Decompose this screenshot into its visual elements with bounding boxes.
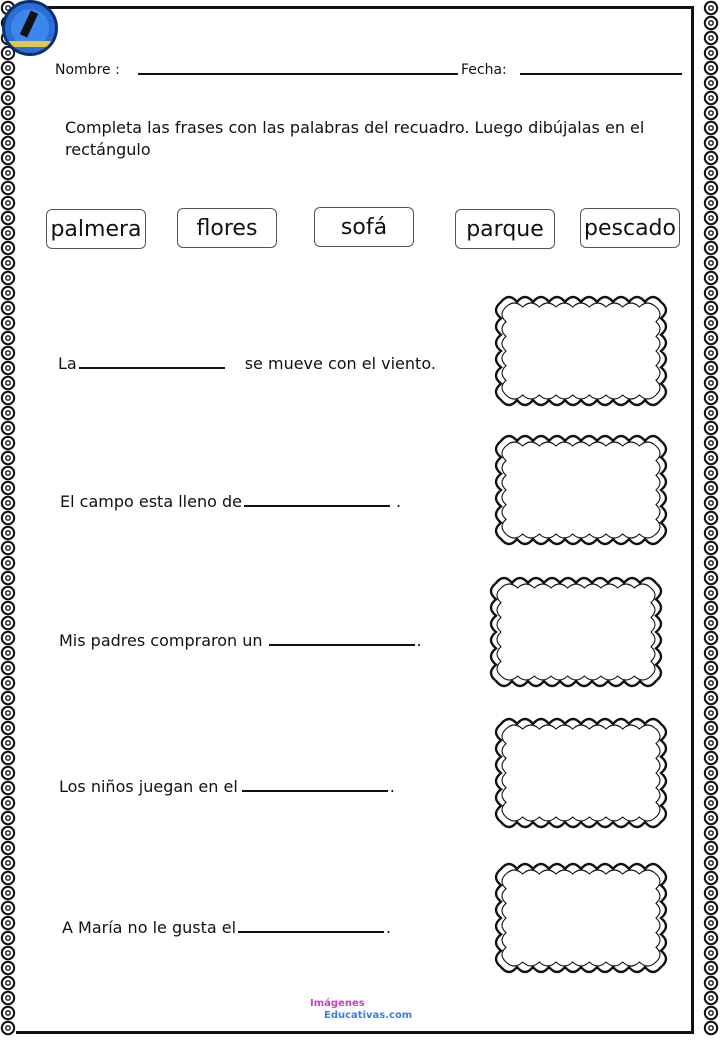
chain-link-icon <box>2 662 14 674</box>
chain-link-icon <box>2 152 14 164</box>
chain-link-icon <box>705 677 717 689</box>
brand-logo <box>2 0 58 56</box>
chain-link-icon <box>705 17 717 29</box>
chain-link-icon <box>2 902 14 914</box>
chain-link-icon <box>2 92 14 104</box>
chain-link-icon <box>705 437 717 449</box>
date-label: Fecha: <box>461 62 507 78</box>
left-chain-border <box>0 0 16 1040</box>
word-label: palmera <box>50 216 142 242</box>
chain-link-icon <box>705 257 717 269</box>
chain-link-icon <box>2 812 14 824</box>
answer-blank[interactable] <box>269 644 415 646</box>
chain-link-icon <box>705 857 717 869</box>
word-box-1 <box>46 209 146 249</box>
sentence-text-before: Mis padres compraron un <box>59 631 263 650</box>
sentence-text-after: . <box>386 918 392 937</box>
chain-link-icon <box>2 887 14 899</box>
chain-link-icon <box>2 467 14 479</box>
chain-link-icon <box>705 932 717 944</box>
chain-link-icon <box>705 737 717 749</box>
chain-link-icon <box>705 572 717 584</box>
chain-link-icon <box>705 527 717 539</box>
chain-link-icon <box>2 872 14 884</box>
chain-link-icon <box>2 212 14 224</box>
chain-link-icon <box>705 47 717 59</box>
chain-link-icon <box>705 347 717 359</box>
footer-logo <box>310 998 412 1022</box>
chain-link-icon <box>705 197 717 209</box>
chain-link-icon <box>2 77 14 89</box>
chain-link-icon <box>705 542 717 554</box>
chain-link-icon <box>2 842 14 854</box>
chain-link-icon <box>2 602 14 614</box>
chain-link-icon <box>705 227 717 239</box>
chain-link-icon <box>2 167 14 179</box>
chain-link-icon <box>2 572 14 584</box>
chain-link-icon <box>705 422 717 434</box>
drawing-frame-3[interactable] <box>486 574 666 690</box>
chain-link-icon <box>2 692 14 704</box>
chain-link-icon <box>705 497 717 509</box>
chain-link-icon <box>705 32 717 44</box>
chain-link-icon <box>705 152 717 164</box>
chain-link-icon <box>2 377 14 389</box>
chain-link-icon <box>705 332 717 344</box>
chain-link-icon <box>705 137 717 149</box>
chain-link-icon <box>2 287 14 299</box>
chain-link-icon <box>2 482 14 494</box>
chain-link-icon <box>705 812 717 824</box>
drawing-frame-5[interactable] <box>491 860 671 976</box>
drawing-frame-1[interactable] <box>491 293 671 409</box>
chain-link-icon <box>2 722 14 734</box>
chain-link-icon <box>2 737 14 749</box>
chain-link-icon <box>705 392 717 404</box>
chain-link-icon <box>705 122 717 134</box>
chain-link-icon <box>705 62 717 74</box>
instruction-text: Completa las frases con las palabras del recuadro. Luego dibújalas en el rectángulo <box>65 118 645 159</box>
chain-link-icon <box>2 557 14 569</box>
chain-link-icon <box>705 782 717 794</box>
sentence-text-before: La <box>58 354 77 373</box>
chain-link-icon <box>705 1007 717 1019</box>
chain-link-icon <box>2 182 14 194</box>
chain-link-icon <box>705 362 717 374</box>
chain-link-icon <box>2 962 14 974</box>
chain-link-icon <box>705 212 717 224</box>
chain-link-icon <box>2 677 14 689</box>
chain-link-icon <box>2 632 14 644</box>
chain-link-icon <box>2 617 14 629</box>
answer-blank[interactable] <box>244 505 390 507</box>
chain-link-icon <box>705 707 717 719</box>
chain-link-icon <box>2 422 14 434</box>
sentence-3 <box>59 631 422 650</box>
chain-link-icon <box>705 602 717 614</box>
chain-link-icon <box>705 767 717 779</box>
chain-link-icon <box>2 797 14 809</box>
chain-link-icon <box>2 257 14 269</box>
sentence-text-before: Los niños juegan en el <box>59 777 238 796</box>
chain-link-icon <box>705 167 717 179</box>
sentence-text-before: El campo esta lleno de <box>60 492 242 511</box>
chain-link-icon <box>705 722 717 734</box>
chain-link-icon <box>2 767 14 779</box>
sentence-1 <box>58 354 436 373</box>
date-field[interactable] <box>520 73 682 75</box>
chain-link-icon <box>705 662 717 674</box>
chain-link-icon <box>2 227 14 239</box>
chain-link-icon <box>2 137 14 149</box>
word-box-2 <box>177 208 277 248</box>
chain-link-icon <box>705 977 717 989</box>
drawing-frame-2[interactable] <box>491 432 671 548</box>
sentence-2 <box>60 492 401 511</box>
chain-link-icon <box>2 782 14 794</box>
chain-link-icon <box>705 632 717 644</box>
chain-link-icon <box>705 77 717 89</box>
chain-link-icon <box>2 107 14 119</box>
word-label: sofá <box>340 214 388 240</box>
footer-line-2: Educativas.com <box>324 1010 413 1021</box>
chain-link-icon <box>705 992 717 1004</box>
answer-blank[interactable] <box>238 931 384 933</box>
chain-link-icon <box>2 62 14 74</box>
chain-link-icon <box>2 827 14 839</box>
chain-link-icon <box>2 752 14 764</box>
chain-link-icon <box>705 902 717 914</box>
chain-link-icon <box>2 977 14 989</box>
chain-link-icon <box>2 527 14 539</box>
chain-link-icon <box>2 362 14 374</box>
chain-link-icon <box>705 272 717 284</box>
chain-link-icon <box>2 452 14 464</box>
chain-link-icon <box>705 752 717 764</box>
chain-link-icon <box>705 827 717 839</box>
chain-link-icon <box>705 452 717 464</box>
chain-link-icon <box>2 272 14 284</box>
chain-link-icon <box>705 947 717 959</box>
sentence-text-before: A María no le gusta el <box>62 918 237 937</box>
chain-link-icon <box>2 122 14 134</box>
chain-link-icon <box>705 797 717 809</box>
chain-link-icon <box>2 437 14 449</box>
chain-link-icon <box>705 557 717 569</box>
chain-link-icon <box>705 692 717 704</box>
chain-link-icon <box>2 512 14 524</box>
word-box-4 <box>455 209 555 249</box>
sentence-4 <box>59 777 395 796</box>
answer-blank[interactable] <box>79 367 225 369</box>
chain-link-icon <box>2 917 14 929</box>
chain-link-icon <box>2 587 14 599</box>
sentence-text-after: . <box>416 631 422 650</box>
chain-link-icon <box>2 932 14 944</box>
chain-link-icon <box>705 512 717 524</box>
chain-link-icon <box>705 962 717 974</box>
chain-link-icon <box>705 872 717 884</box>
sentence-text-after: se mueve con el viento. <box>244 354 436 373</box>
chain-link-icon <box>705 1022 717 1034</box>
chain-link-icon <box>705 467 717 479</box>
chain-link-icon <box>2 1022 14 1034</box>
chain-link-icon <box>705 407 717 419</box>
chain-link-icon <box>2 1007 14 1019</box>
chain-link-icon <box>705 617 717 629</box>
word-label: parque <box>466 216 544 242</box>
footer-line-1: Imágenes <box>310 998 365 1009</box>
chain-link-icon <box>2 392 14 404</box>
chain-link-icon <box>2 302 14 314</box>
chain-link-icon <box>705 647 717 659</box>
drawing-frame-4[interactable] <box>491 715 671 831</box>
chain-link-icon <box>705 482 717 494</box>
chain-link-icon <box>2 992 14 1004</box>
word-box-3 <box>314 207 414 247</box>
chain-link-icon <box>2 317 14 329</box>
name-label: Nombre : <box>55 62 120 78</box>
name-field[interactable] <box>138 73 458 75</box>
chain-link-icon <box>705 302 717 314</box>
chain-link-icon <box>2 497 14 509</box>
chain-link-icon <box>2 707 14 719</box>
chain-link-icon <box>705 92 717 104</box>
chain-link-icon <box>705 842 717 854</box>
chain-link-icon <box>705 887 717 899</box>
chain-link-icon <box>2 242 14 254</box>
chain-link-icon <box>705 377 717 389</box>
chain-link-icon <box>2 947 14 959</box>
word-label: pescado <box>584 215 676 241</box>
chain-link-icon <box>2 407 14 419</box>
chain-link-icon <box>2 647 14 659</box>
chain-link-icon <box>705 242 717 254</box>
chain-link-icon <box>705 317 717 329</box>
word-box-5 <box>580 208 680 248</box>
sentence-text-after: . <box>395 492 402 511</box>
right-chain-border <box>703 0 719 1040</box>
chain-link-icon <box>2 197 14 209</box>
chain-link-icon <box>2 542 14 554</box>
answer-blank[interactable] <box>242 790 388 792</box>
chain-link-icon <box>2 857 14 869</box>
chain-link-icon <box>705 287 717 299</box>
chain-link-icon <box>2 332 14 344</box>
chain-link-icon <box>705 587 717 599</box>
word-label: flores <box>196 215 258 241</box>
chain-link-icon <box>705 917 717 929</box>
chain-link-icon <box>2 347 14 359</box>
chain-link-icon <box>705 2 717 14</box>
chain-link-icon <box>705 182 717 194</box>
sentence-5 <box>62 918 391 937</box>
sentence-text-after: . <box>389 777 395 796</box>
chain-link-icon <box>705 107 717 119</box>
